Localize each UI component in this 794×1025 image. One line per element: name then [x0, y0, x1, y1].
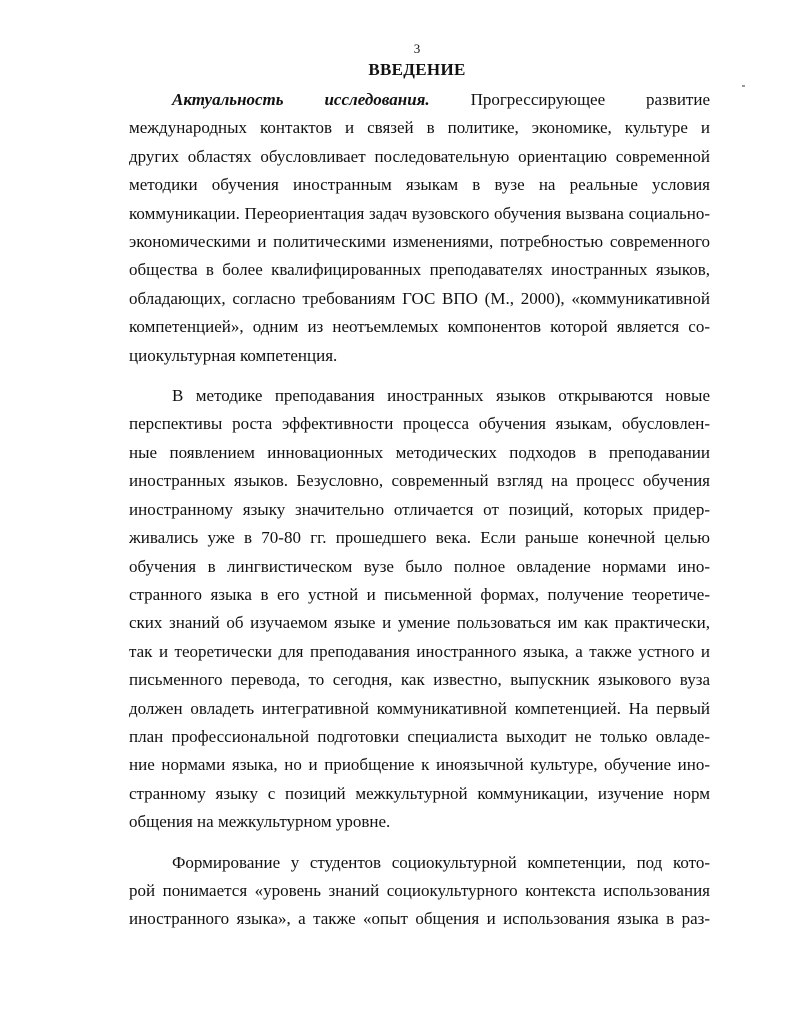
- paragraph-gap: [129, 370, 710, 382]
- paragraph-line: циокультурная компетенция.: [129, 345, 338, 365]
- paragraph-line: [129, 86, 710, 114]
- paragraph-line: иностранного языка», а также «опыт общения и использования языка в раз-: [129, 909, 710, 929]
- paragraph-line: рой понимается «уровень знаний социокультурного контекста использования: [129, 880, 710, 900]
- paragraph-formation: [129, 849, 710, 934]
- paragraph-line: Формирование у студентов социокультурной компетенции, под кото-: [172, 852, 710, 872]
- paragraph-line: перспективы роста эффективности процесса обучения языкам, обусловлен-: [129, 414, 710, 434]
- paragraph-gap: [129, 837, 710, 849]
- paragraph-line: должен овладеть интегративной коммуникативной компетенцией. На первый: [129, 698, 710, 718]
- paragraph-line: коммуникации. Переориентация задач вузовского обучения вызвана социально-: [129, 203, 710, 223]
- paragraph-line: общения на межкультурном уровне.: [129, 812, 391, 832]
- paragraph-line: других областях обусловливает последовательную ориентацию современной: [129, 146, 710, 166]
- paragraph-line: обучения в лингвистическом вузе было полное овладение нормами ино-: [129, 556, 710, 576]
- lead-heading: Актуальность исследования.: [172, 90, 430, 109]
- paragraph-line: живались уже в 70-80 гг. прошедшего века. Если раньше конечной целью: [129, 528, 710, 548]
- section-title: ВВЕДЕНИЕ: [368, 60, 466, 79]
- paragraph-line: компетенцией», одним из неотъемлемых компонентов которой является со-: [129, 317, 710, 337]
- page-number: 3: [413, 41, 421, 56]
- paragraph-line: обладающих, согласно требованиям ГОС ВПО (М., 2000), «коммуникативной: [129, 288, 710, 308]
- paragraph-line: странному языку с позиций межкультурной коммуникации, изучение норм: [129, 783, 710, 803]
- paragraph-line: иностранному языку значительно отличается от позиций, которых придер-: [129, 499, 710, 519]
- paragraph-line: экономическими и политическими изменениями, потребностью современного: [129, 232, 710, 252]
- paragraph-line: так и теоретически для преподавания иностранного языка, а также устного и: [129, 641, 710, 661]
- paragraph-line: письменного перевода, то сегодня, как известно, выпускник языкового вуза: [129, 670, 710, 690]
- paragraph-line: методики обучения иностранным языкам в вузе на реальные условия: [129, 175, 710, 195]
- paragraph-line: иностранных языков. Безусловно, современный взгляд на процесс обучения: [129, 471, 710, 491]
- line-text: Прогрессирующее развитие: [470, 90, 710, 109]
- body-text: [129, 86, 710, 934]
- margin-mark: [742, 85, 745, 87]
- paragraph-methodology: [129, 382, 710, 837]
- paragraph-line: ные появлением инновационных методических подходов в преподавании: [129, 442, 710, 462]
- paragraph-line: ских знаний об изучаемом языке и умение пользоваться им как практически,: [129, 613, 710, 633]
- paragraph-relevance: [129, 86, 710, 370]
- paragraph-line: ние нормами языка, но и приобщение к иноязычной культуре, обучение ино-: [129, 755, 710, 775]
- paragraph-line: международных контактов и связей в политике, экономике, культуре и: [129, 118, 710, 138]
- paragraph-line: странного языка в его устной и письменной формах, получение теоретиче-: [129, 584, 710, 604]
- paragraph-line: план профессиональной подготовки специалиста выходит не только овладе-: [129, 726, 710, 746]
- paragraph-line: общества в более квалифицированных преподавателях иностранных языков,: [129, 260, 710, 280]
- paragraph-line: В методике преподавания иностранных языков открываются новые: [172, 386, 710, 406]
